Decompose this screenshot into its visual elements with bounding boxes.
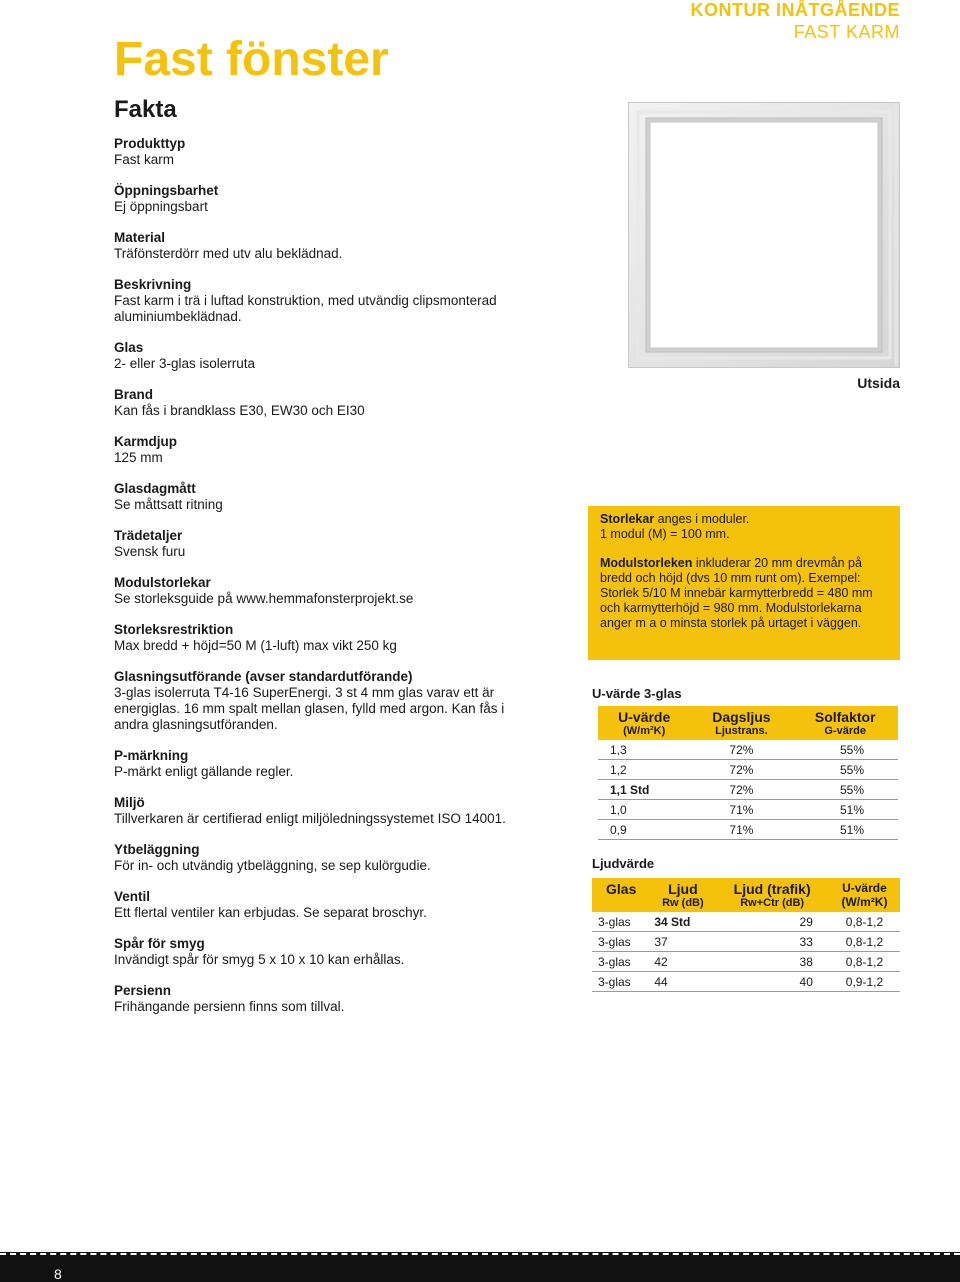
fact-label: Miljö — [114, 795, 145, 810]
fact-label: Beskrivning — [114, 277, 192, 292]
fact-karmdjup — [114, 434, 534, 466]
fact-value: Invändigt spår för smyg 5 x 10 x 10 kan erhållas. — [114, 952, 405, 967]
table-cell: 1,3 — [598, 740, 690, 760]
table-row — [598, 740, 898, 760]
column-header: Ljud (trafik) Rw+Ctr (dB) — [733, 881, 811, 909]
fact-value: Kan fås i brandklass E30, EW30 och EI30 — [114, 403, 365, 418]
fact-label: Storleksrestriktion — [114, 622, 234, 637]
fact-glas — [114, 340, 534, 372]
info-paragraph-1 — [600, 512, 888, 542]
footer-bar — [0, 1252, 960, 1282]
table-row — [592, 932, 900, 952]
column-header: U-värde (W/m²K) — [841, 881, 888, 909]
fact-material — [114, 230, 534, 262]
fact-brand — [114, 387, 534, 419]
table-cell: 0,8-1,2 — [829, 952, 900, 972]
info-text: 1 modul (M) = 100 mm. — [600, 527, 730, 541]
info-text: anges i moduler. — [654, 512, 750, 526]
fact-label: P-märkning — [114, 748, 189, 763]
table-cell: 33 — [715, 932, 829, 952]
fact-value: 2- eller 3-glas isolerruta — [114, 356, 256, 371]
sound-table — [592, 878, 900, 992]
table-cell: 1,1 Std — [598, 780, 690, 800]
fact-label: Glasdagmått — [114, 481, 196, 496]
fact-value: För in- och utvändig ytbeläggning, se sep kulörgudie. — [114, 858, 431, 873]
fact-label: Material — [114, 230, 166, 245]
table-row — [592, 952, 900, 972]
table-cell: 37 — [650, 932, 715, 952]
fact-spar-for-smyg — [114, 936, 534, 968]
table-cell: 0,9 — [598, 820, 690, 840]
fact-label: Produkttyp — [114, 136, 186, 151]
table-cell: 0,9-1,2 — [829, 972, 900, 992]
fact-label: Ventil — [114, 889, 151, 904]
table-cell: 40 — [715, 972, 829, 992]
table-cell: 3-glas — [592, 912, 650, 932]
fact-value: Se måttsatt ritning — [114, 497, 223, 512]
table-cell: 71% — [690, 800, 792, 820]
fact-tradetaljer — [114, 528, 534, 560]
fact-glasningsutforande — [114, 669, 534, 733]
fact-miljo — [114, 795, 534, 827]
table-cell: 72% — [690, 780, 792, 800]
table-cell: 34 Std — [650, 912, 715, 932]
fact-value: Fast karm — [114, 152, 175, 167]
table-header-row — [598, 706, 898, 740]
table-cell: 55% — [792, 760, 898, 780]
fact-ventil — [114, 889, 534, 921]
fact-storleksrestriktion — [114, 622, 534, 654]
fact-glasdagmatt — [114, 481, 534, 513]
fact-value: Träfönsterdörr med utv alu beklädnad. — [114, 246, 343, 261]
fact-value: Ett flertal ventiler kan erbjudas. Se separat broschyr. — [114, 905, 427, 920]
fact-label: Karmdjup — [114, 434, 178, 449]
fact-produkttyp — [114, 136, 534, 168]
fact-label: Öppningsbarhet — [114, 183, 219, 198]
sound-section-title: Ljudvärde — [592, 856, 655, 871]
table-cell: 3-glas — [592, 972, 650, 992]
table-cell: 51% — [792, 800, 898, 820]
column-header: Glas — [606, 881, 637, 897]
fact-label: Spår för smyg — [114, 936, 205, 951]
fact-label: Persienn — [114, 983, 172, 998]
table-cell: 44 — [650, 972, 715, 992]
fact-value: Tillverkaren är certifierad enligt miljöledningssystemet ISO 14001. — [114, 811, 506, 826]
page-number: 8 — [54, 1266, 62, 1282]
table-header-row — [592, 878, 900, 912]
window-frame-image — [628, 102, 900, 368]
table-row — [598, 800, 898, 820]
fact-label: Brand — [114, 387, 154, 402]
table-cell: 71% — [690, 820, 792, 840]
fact-beskrivning — [114, 277, 534, 325]
column-header: U-värde (W/m²K) — [618, 709, 671, 737]
image-caption: Utsida — [857, 375, 900, 391]
table-row — [598, 760, 898, 780]
table-cell: 0,8-1,2 — [829, 932, 900, 952]
table-cell: 29 — [715, 912, 829, 932]
table-row — [592, 972, 900, 992]
uvalue-table — [598, 706, 898, 840]
footer-divider — [0, 1253, 960, 1255]
fact-value: Svensk furu — [114, 544, 186, 559]
facts-heading: Fakta — [114, 96, 177, 123]
table-row — [598, 780, 898, 800]
table-cell: 1,0 — [598, 800, 690, 820]
fact-value: Se storleksguide på www.hemmafonsterprojekt.se — [114, 591, 414, 606]
fact-value: Ej öppningsbart — [114, 199, 208, 214]
fact-modulstorlekar — [114, 575, 534, 607]
table-cell: 51% — [792, 820, 898, 840]
table-cell: 55% — [792, 740, 898, 760]
fact-label: Trädetaljer — [114, 528, 183, 543]
fact-label: Modulstorlekar — [114, 575, 211, 590]
module-info-box — [588, 506, 900, 660]
fact-label: Glasningsutförande (avser standardutförande) — [114, 669, 413, 684]
info-bold: Storlekar — [600, 512, 655, 526]
table-cell: 3-glas — [592, 932, 650, 952]
fact-label: Ytbeläggning — [114, 842, 200, 857]
table-row — [592, 912, 900, 932]
info-text: inkluderar 20 mm drevmån på bredd och höjd (dvs 10 mm runt om). Exempel: Storlek 5/10 M innebär karmytterbredd = 480 mm och karmytterhöjd = 980 mm. Modulstorlekarna anger m a o minsta storlek på urtaget i väggen. — [600, 556, 873, 630]
table-cell: 72% — [690, 740, 792, 760]
table-cell: 38 — [715, 952, 829, 972]
table-cell: 3-glas — [592, 952, 650, 972]
fact-value: Frihängande persienn finns som tillval. — [114, 999, 345, 1014]
info-bold: Modulstorleken — [600, 556, 693, 570]
fact-persienn — [114, 983, 534, 1015]
table-cell: 42 — [650, 952, 715, 972]
table-cell: 72% — [690, 760, 792, 780]
fact-value: P-märkt enligt gällande regler. — [114, 764, 294, 779]
fact-ytbelaggning — [114, 842, 534, 874]
table-cell: 0,8-1,2 — [829, 912, 900, 932]
fact-value: 3-glas isolerruta T4-16 SuperEnergi. 3 st 4 mm glas varav ett är energiglas. 16 mm spalt mellan glasen, fylld med argon. Kan fås i andra glasningsutföranden. — [114, 685, 505, 732]
column-header: Ljud Rw (dB) — [662, 881, 704, 909]
page-title: Fast fönster — [114, 33, 389, 86]
facts-list — [114, 136, 534, 1030]
fact-label: Glas — [114, 340, 144, 355]
fact-value: 125 mm — [114, 450, 163, 465]
header-series: KONTUR INÅTGÅENDE — [690, 0, 900, 20]
column-header: Dagsljus Ljustrans. — [712, 709, 771, 737]
table-cell: 1,2 — [598, 760, 690, 780]
header-product: FAST KARM — [793, 22, 900, 42]
uvalue-section-title: U-värde 3-glas — [592, 686, 682, 701]
fact-p-markning — [114, 748, 534, 780]
table-row — [598, 820, 898, 840]
table-cell: 55% — [792, 780, 898, 800]
column-header: Solfaktor G-värde — [814, 709, 876, 737]
fact-value: Max bredd + höjd=50 M (1-luft) max vikt 250 kg — [114, 638, 397, 653]
info-paragraph-2 — [600, 556, 888, 631]
fact-oppningsbarhet — [114, 183, 534, 215]
fact-value: Fast karm i trä i luftad konstruktion, med utvändig clipsmonterad aluminiumbeklädnad. — [114, 293, 497, 324]
